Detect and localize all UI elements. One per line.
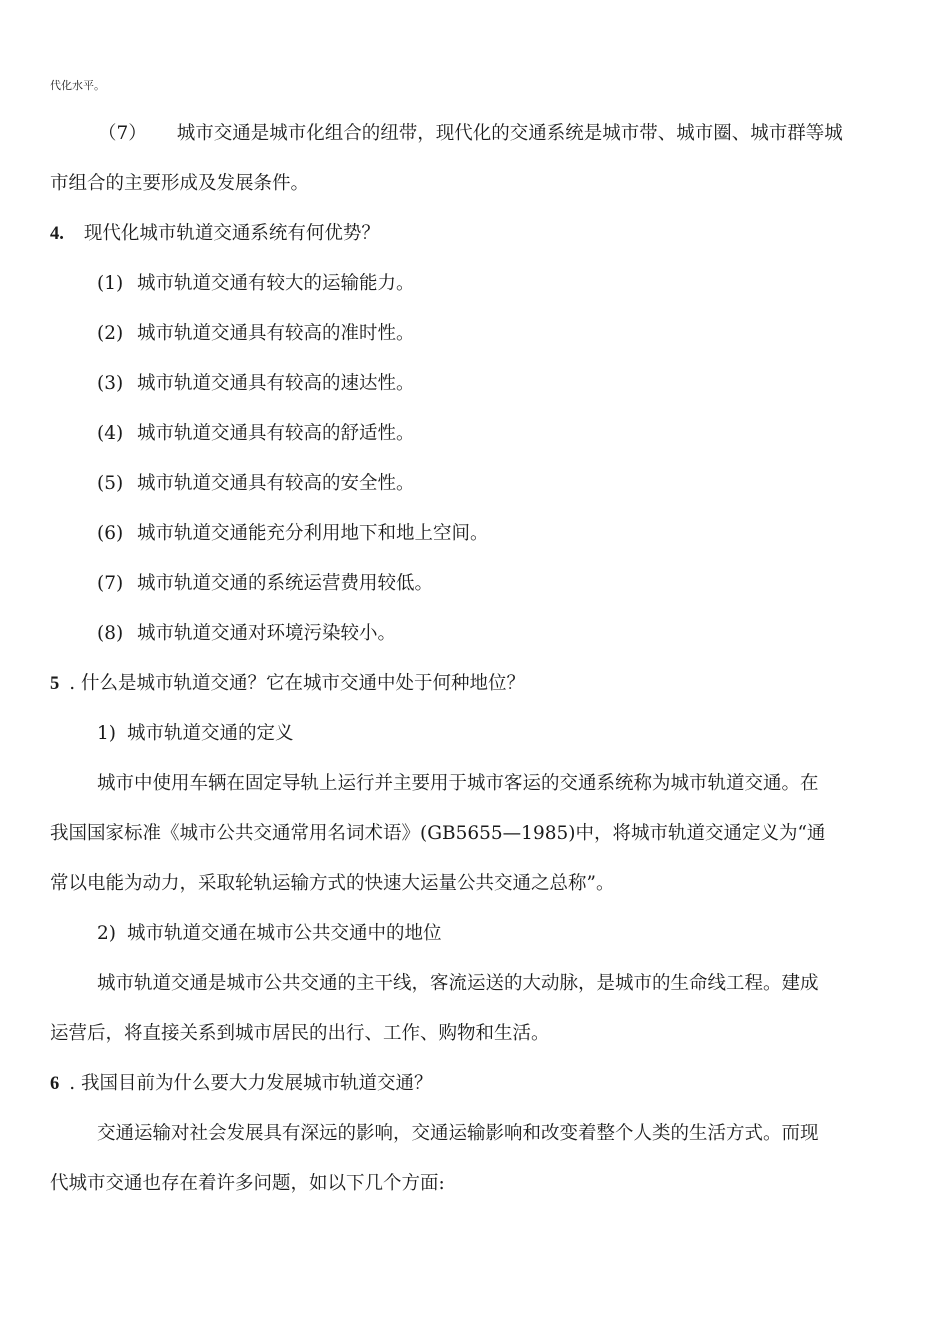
question-title: . 我国目前为什么要大力发展城市轨道交通？ <box>69 1073 433 1094</box>
list-item <box>97 321 415 347</box>
question-4-heading <box>50 221 380 247</box>
sub-number: 1) <box>97 723 116 744</box>
item-number: (2) <box>97 323 124 344</box>
question-number: 6 <box>50 1074 60 1094</box>
question-number: 5 <box>50 674 60 694</box>
item-text: 城市轨道交通具有较高的准时性。 <box>137 323 415 344</box>
prev-item-7-line1 <box>98 121 843 147</box>
list-item <box>97 521 489 547</box>
list-item <box>97 471 415 497</box>
question-title: . 什么是城市轨道交通？它在城市交通中处于何种地位？ <box>69 673 526 694</box>
question-title: 现代化城市轨道交通系统有何优势？ <box>83 223 380 244</box>
paragraph-line: 代城市交通也存在着许多问题，如以下几个方面: <box>50 1173 445 1194</box>
subheading-1 <box>97 721 294 747</box>
item-text: 城市轨道交通对环境污染较小。 <box>137 623 397 644</box>
question-number: 4. <box>50 224 64 244</box>
item-number: (7) <box>97 573 124 594</box>
item-number: (8) <box>97 623 124 644</box>
paragraph-line: 我国国家标准《城市公共交通常用名词术语》(GB5655—1985)中，将城市轨道交通定义为“通 <box>50 823 826 844</box>
question-6-heading <box>50 1071 433 1097</box>
item-text: 城市轨道交通具有较高的舒适性。 <box>137 423 415 444</box>
item-number: (1) <box>97 273 124 294</box>
item-text: 城市轨道交通具有较高的速达性。 <box>137 373 415 394</box>
item-number: (5) <box>97 473 124 494</box>
sub-text: 城市轨道交通在城市公共交通中的地位 <box>127 923 442 944</box>
list-item <box>97 571 433 597</box>
paragraph-line: 运营后，将直接关系到城市居民的出行、工作、购物和生活。 <box>50 1023 550 1044</box>
top-fragment: 代化水平。 <box>50 79 105 92</box>
item-text: 城市轨道交通有较大的运输能力。 <box>137 273 415 294</box>
item-text: 城市轨道交通具有较高的安全性。 <box>137 473 415 494</box>
item-text: 城市交通是城市化组合的纽带，现代化的交通系统是城市带、城市圈、城市群等城 <box>176 123 843 144</box>
paragraph-line: 城市中使用车辆在固定导轨上运行并主要用于城市客运的交通系统称为城市轨道交通。在 <box>97 773 819 794</box>
item-number: (6) <box>97 523 124 544</box>
list-item <box>97 271 415 297</box>
question-5-heading <box>50 671 525 697</box>
item-number: （7） <box>98 123 147 144</box>
item-text: 城市轨道交通的系统运营费用较低。 <box>137 573 434 594</box>
list-item <box>97 621 396 647</box>
list-item <box>97 371 415 397</box>
item-number: (3) <box>97 373 124 394</box>
prev-item-7-line2: 市组合的主要形成及发展条件。 <box>50 173 310 194</box>
paragraph-line: 交通运输对社会发展具有深远的影响，交通运输影响和改变着整个人类的生活方式。而现 <box>97 1123 819 1144</box>
paragraph-line: 城市轨道交通是城市公共交通的主干线，客流运送的大动脉，是城市的生命线工程。建成 <box>97 973 819 994</box>
item-number: (4) <box>97 423 124 444</box>
list-item <box>97 421 415 447</box>
paragraph-line: 常以电能为动力，采取轮轨运输方式的快速大运量公共交通之总称”。 <box>50 873 615 894</box>
sub-text: 城市轨道交通的定义 <box>127 723 294 744</box>
sub-number: 2) <box>97 923 116 944</box>
item-text: 城市轨道交通能充分利用地下和地上空间。 <box>137 523 489 544</box>
subheading-2 <box>97 921 442 947</box>
